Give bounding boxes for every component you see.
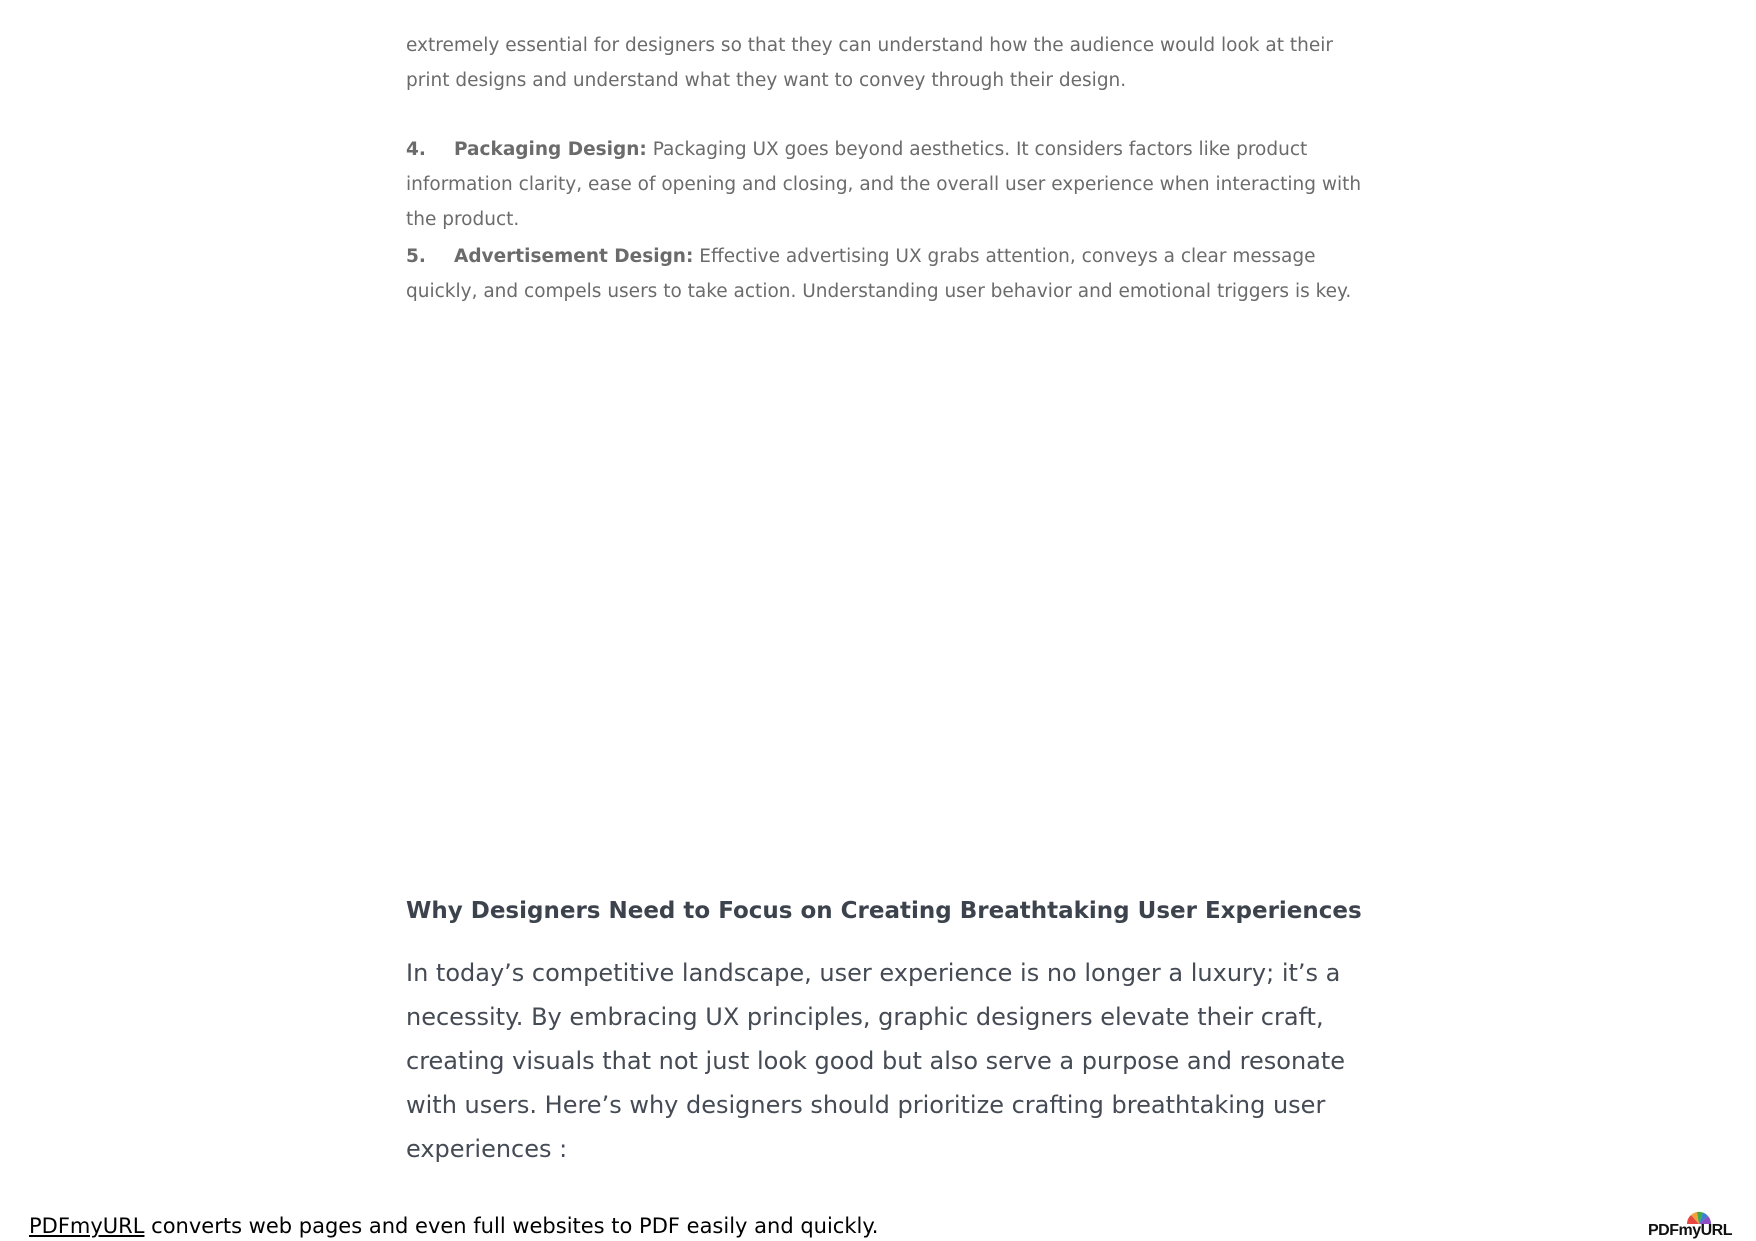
pdfmyurl-logo-text: PDFmyURL: [1648, 1222, 1733, 1239]
list-number: 5.: [406, 246, 426, 267]
pdfmyurl-footer: [29, 1212, 878, 1240]
list-term: Packaging Design:: [454, 139, 647, 160]
intro-paragraph: extremely essential for designers so that they can understand how the audience would look at their print designs and understand what they want to convey through their design.: [406, 35, 1333, 91]
footer-text: converts web pages and even full websites to PDF easily and quickly.: [144, 1214, 879, 1238]
pdfmyurl-logo[interactable]: [1648, 1210, 1734, 1240]
section-heading: Why Designers Need to Focus on Creating Breathtaking User Experiences: [406, 898, 1362, 924]
pdfmyurl-link[interactable]: PDFmyURL: [29, 1214, 145, 1238]
list-number: 4.: [406, 139, 426, 160]
list-item-packaging-design: [406, 132, 1366, 237]
list-description: Effective advertising UX grabs attention, conveys a clear message quickly, and compels users to take action. Understanding user behavior and emotional triggers is key.: [406, 246, 1352, 302]
section-body-paragraph: In today’s competitive landscape, user experience is no longer a luxury; it’s a necessity. By embracing UX principles, graphic designers elevate their craft, creating visuals that not just look good but also serve a purpose and resonate with users. Here’s why designers should prioritize crafting breathtaking user experiences :: [406, 959, 1346, 1163]
list-description: Packaging UX goes beyond aesthetics. It considers factors like product information clarity, ease of opening and closing, and the overall user experience when interacting with the product.: [406, 139, 1362, 230]
article-content: [406, 28, 1366, 1163]
list-term: Advertisement Design:: [454, 246, 694, 267]
list-item-advertisement-design: [406, 239, 1366, 309]
